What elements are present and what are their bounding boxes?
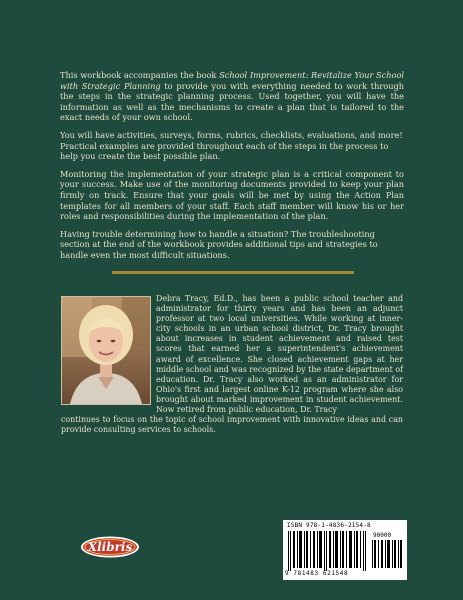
blurb-paragraph-4: Having trouble determining how to handle a situation? The troubleshooting section at the end of the workbook provides additional tips and strategies to handle even the most difficult situations.: [60, 228, 378, 260]
author-bio: Debra Tracy, Ed.D., has been a public school teacher and administrator for thirty years and has been an adjunct professor at two local universities. While working at inner-city schools in an urban school district, Dr. Tracy brought about increases in student achievement and raised test scores that earned her a superintendent's achievement award of excellence. She closed achievement gaps at her middle school and was recognized by the state department of education. Dr. Tracy also worked as an administrator for Ohio's first and largest online K-12 program where she also brought about marked improvement in student achievement. Now retired from public education, Dr. Tracy: [156, 294, 403, 415]
publisher-logo: [80, 536, 140, 558]
isbn-barcode: [283, 520, 407, 580]
price-barcode-bars: [371, 540, 403, 568]
publisher-logo-text: Xlibris: [87, 540, 133, 554]
blurb-paragraph-2: You will have activities, surveys, forms, rubrics, checklists, evaluations, and more! Practical examples are provided throughout each of the steps in the process to help you create the best possible plan.: [60, 129, 403, 162]
barcode-digits: 9 781483 621548: [285, 570, 349, 577]
companion-book-title: School Improvement: Revitalize Your School with Strategic Planning: [60, 70, 404, 91]
author-photo: [61, 296, 151, 405]
blurb-p1-start: This workbook accompanies the book: [60, 70, 220, 80]
author-bio-continued: continues to focus on the topic of school improvement with innovative ideas and can provide consulting services to schools.: [61, 415, 403, 435]
book-description: [60, 70, 404, 268]
price-code: 90000: [373, 532, 392, 539]
blurb-paragraph-1: [60, 70, 404, 123]
blurb-paragraph-3: Monitoring the implementation of your strategic plan is a critical component to your success. Make use of the monitoring documents provided to keep your plan firmly on track. Ensure that your goals will be met by using the Action Plan templates for all members of your staff. Each staff member will know his or her roles and responsibilities during the implementation of the plan.: [60, 168, 404, 222]
gold-divider: [112, 271, 354, 274]
barcode-bars: [286, 531, 370, 571]
isbn-number: ISBN 978-1-4836-2154-8: [287, 522, 371, 529]
blurb-p1-end: to provide you with everything needed to work through the steps in the strategic planning process. Used together, you will have the information as well as the mechanisms to create a plan that is tailored to the exact needs of your own school.: [60, 80, 404, 123]
